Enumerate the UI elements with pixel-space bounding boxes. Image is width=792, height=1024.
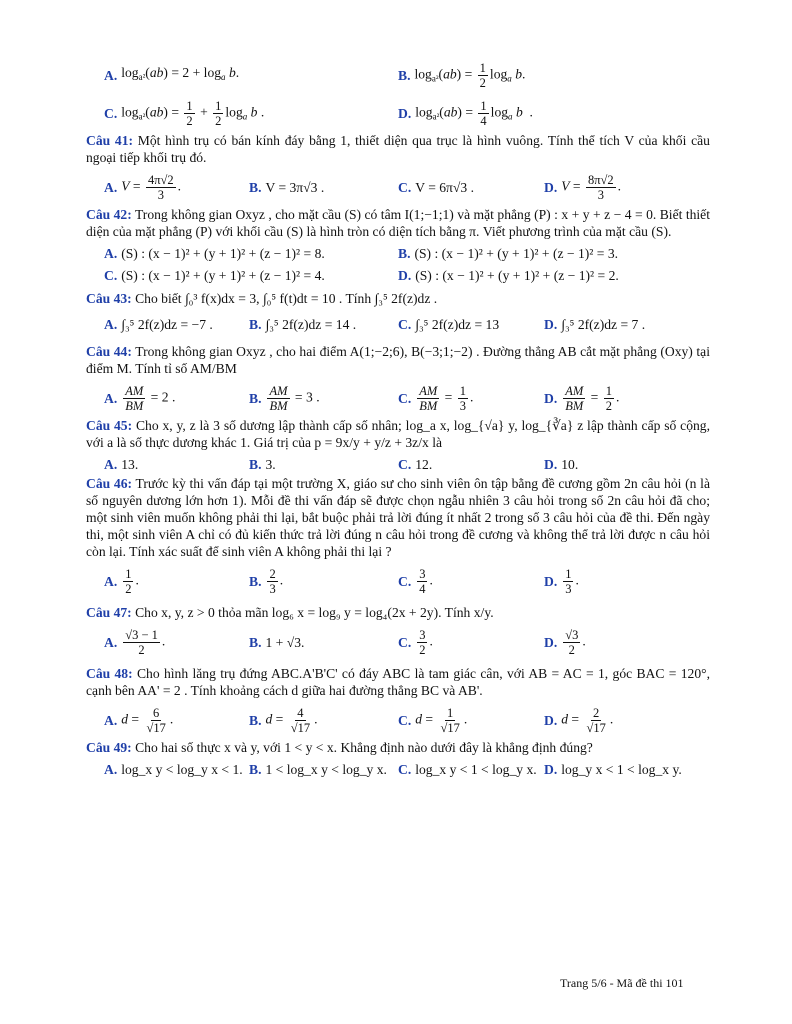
- q48-option-c: C. d = $\frac{1}{√17}$ .: [398, 705, 468, 735]
- q47-option-a: A. $\frac{√3 - 1}{2}$ .: [104, 627, 166, 657]
- option-letter: B.: [249, 456, 262, 472]
- q45-stem: [86, 417, 710, 451]
- q49-text: Cho hai số thực x và y, với 1 < y < x. Khẳng định nào dưới đây là khẳng định đúng?: [135, 740, 593, 755]
- q45-option-c: [398, 453, 432, 475]
- q46-label: Câu 46:: [86, 476, 133, 491]
- option-letter: D.: [544, 179, 558, 195]
- option-letter: B.: [249, 573, 262, 589]
- q40-options-row-2: [86, 94, 710, 132]
- option-letter: B.: [249, 316, 262, 332]
- q41-option-a: A. V = $\frac{4\pi√2}{3}$ .: [104, 172, 182, 202]
- option-letter: A.: [104, 67, 118, 83]
- q47-options: [86, 623, 710, 661]
- q49-stem: [86, 739, 710, 756]
- q47-stem: [86, 604, 710, 621]
- q45-option-d-text: 10.: [561, 456, 579, 472]
- option-letter: C.: [398, 573, 412, 589]
- q43-option-b-text: ∫₃⁵ 2f(z)dz = 14 .: [265, 316, 357, 332]
- q42-option-b: [398, 242, 618, 264]
- q45-option-b: [249, 453, 276, 475]
- option-letter: A.: [104, 634, 118, 650]
- q41-option-b-text: V = 3π√3 .: [265, 179, 325, 195]
- option-letter: D.: [544, 456, 558, 472]
- q49-option-b: [249, 758, 387, 780]
- q44-option-a: A. $\frac{AM}{BM}$ = 2 .: [104, 383, 176, 413]
- q45-option-d: [544, 453, 578, 475]
- q41-text: Một hình trụ có bán kính đáy bằng 1, thiết diện qua trục là hình vuông. Tính thể tích V của khối cầu ngoại tiếp khối trụ đó.: [86, 133, 710, 165]
- option-letter: A.: [104, 456, 118, 472]
- option-letter: A.: [104, 712, 118, 728]
- q43-stem: [86, 290, 710, 307]
- q49-option-a: [104, 758, 243, 780]
- q42-options-row-2: [86, 264, 710, 286]
- q48-option-d: D. d = $\frac{2}{√17}$ .: [544, 705, 614, 735]
- option-letter: B.: [249, 390, 262, 406]
- q48-label: Câu 48:: [86, 666, 133, 681]
- q45-option-c-text: 12.: [415, 456, 433, 472]
- option-letter: C.: [104, 105, 118, 121]
- q49-option-a-text: log_x y < log_y x < 1.: [121, 761, 243, 777]
- q43-option-a-text: ∫₃⁵ 2f(z)dz = −7 .: [121, 316, 213, 332]
- q40-option-a: A. $\log_{a^2}(ab) = 2 + \log_a b$.: [104, 65, 240, 83]
- option-letter: D.: [544, 634, 558, 650]
- option-letter: D.: [544, 390, 558, 406]
- option-letter: B.: [249, 761, 262, 777]
- q45-label: Câu 45:: [86, 418, 133, 433]
- option-letter: B.: [249, 179, 262, 195]
- q45-option-a-text: 13.: [121, 456, 139, 472]
- q46-option-b: B. $\frac{2}{3}$ .: [249, 566, 284, 596]
- option-letter: B.: [249, 712, 262, 728]
- q44-option-d: D. $\frac{AM}{BM}$ = $\frac{1}{2}$ .: [544, 383, 620, 413]
- q48-stem: [86, 665, 710, 699]
- q42-label: Câu 42:: [86, 207, 132, 222]
- q42-option-a-text: (S) : (x − 1)² + (y + 1)² + (z − 1)² = 8.: [121, 245, 325, 261]
- option-letter: C.: [398, 316, 412, 332]
- q44-option-b: B. $\frac{AM}{BM}$ = 3 .: [249, 383, 320, 413]
- option-letter: C.: [398, 634, 412, 650]
- option-letter: A.: [104, 573, 118, 589]
- q41-option-d: D. V = $\frac{8\pi√2}{3}$ .: [544, 172, 622, 202]
- q46-text: Trước kỳ thi vấn đáp tại một trường X, giáo sư cho sinh viên ôn tập bằng đề cương gồm 2n câu hỏi (n là số nguyên dương lớn hơn 1). Mỗi đề thi vấn đáp sẽ được chọn ngẫu nhiên 3 câu hỏi trong số 2n câu hỏi đã cho; một sinh viên muốn không phải thi lại, bắt buộc phải trả lời đúng ít nhất 2 trong số 3 câu hỏi của đề thi. Đến ngày thi, một sinh viên A chỉ có đủ kiến thức trả lời đúng n câu hỏi trong đề cương và không thể trả lời được n câu hỏi còn lại. Tính xác suất để sinh viên A không phải thi lại ?: [86, 476, 710, 559]
- exam-page: [86, 56, 710, 780]
- q42-text: Trong không gian Oxyz , cho mặt cầu (S) có tâm I(1;−1;1) và mặt phẳng (P) : x + y + z − 4 = 0. Biết thiết diện của mặt phẳng (P) với khối cầu (S) là hình tròn có diện tích bằng π. Viết phương trình của mặt cầu (S).: [86, 207, 710, 239]
- q48-option-a: A. d = $\frac{6}{√17}$ .: [104, 705, 174, 735]
- q44-stem: [86, 343, 710, 377]
- option-letter: A.: [104, 316, 118, 332]
- q45-text: Cho x, y, z là 3 số dương lập thành cấp số nhân; log_a x, log_{√a} y, log_{∛a} z lập thành cấp số cộng, với a là số thực dương khác 1. Giá trị của p = 9x/y + y/z + 3z/x là: [86, 418, 710, 450]
- q43-option-c: [398, 309, 499, 339]
- q42-option-d: [398, 264, 619, 286]
- q48-option-b: B. d = $\frac{4}{√17}$ .: [249, 705, 318, 735]
- q42-option-d-text: (S) : (x − 1)² + (y + 1)² + (z − 1)² = 2.: [415, 267, 619, 283]
- q47-option-d: D. $\frac{√3}{2}$ .: [544, 627, 586, 657]
- option-letter: D.: [398, 105, 412, 121]
- q47-label: Câu 47:: [86, 605, 132, 620]
- q46-option-c: C. $\frac{3}{4}$ .: [398, 566, 433, 596]
- q47-option-b: [249, 623, 304, 661]
- q43-options: [86, 309, 710, 339]
- option-letter: A.: [104, 245, 118, 261]
- q42-option-b-text: (S) : (x − 1)² + (y + 1)² + (z − 1)² = 3.: [414, 245, 619, 261]
- q45-options: [86, 453, 710, 475]
- option-letter: A.: [104, 761, 118, 777]
- q43-option-d: [544, 309, 645, 339]
- q42-option-c: [104, 264, 325, 286]
- q43-label: Câu 43:: [86, 291, 132, 306]
- q49-label: Câu 49:: [86, 740, 132, 755]
- option-letter: C.: [398, 179, 412, 195]
- q45-option-b-text: 3.: [265, 456, 276, 472]
- q49-options: [86, 758, 710, 780]
- q49-option-c-text: log_x y < 1 < log_y x.: [415, 761, 537, 777]
- q43-option-a: [104, 309, 213, 339]
- q47-text: Cho x, y, z > 0 thỏa mãn log₆ x = log₉ y = log₄(2x + 2y). Tính x/y.: [135, 605, 494, 620]
- q47-option-c: C. $\frac{3}{2}$ .: [398, 627, 433, 657]
- q48-text: Cho hình lăng trụ đứng ABC.A'B'C' có đáy ABC là tam giác cân, với AB = AC = 1, góc BAC = 120°, cạnh bên AA' = 2 . Tính khoảng cách d giữa hai đường thẳng BC và AB'.: [86, 666, 710, 698]
- q41-option-b: [249, 168, 324, 206]
- option-letter: D.: [544, 573, 558, 589]
- q40-option-c: C. $\log_{a^2}(ab)$ = $\frac{1}{2}$ + $\frac{1}{2}$ $\log_a b$ .: [104, 98, 265, 128]
- q47-option-b-text: 1 + √3.: [265, 634, 305, 650]
- q49-option-c: [398, 758, 537, 780]
- q43-text: Cho biết ∫₀³ f(x)dx = 3, ∫₀⁵ f(t)dt = 10 . Tính ∫₃⁵ 2f(z)dz .: [135, 291, 438, 306]
- q48-options: [86, 701, 710, 739]
- q44-label: Câu 44:: [86, 344, 132, 359]
- page-footer: Trang 5/6 - Mã đề thi 101: [560, 976, 684, 990]
- option-letter: C.: [398, 456, 412, 472]
- option-letter: D.: [544, 712, 558, 728]
- q43-option-b: [249, 309, 356, 339]
- q46-option-d: D. $\frac{1}{3}$ .: [544, 566, 579, 596]
- q44-text: Trong không gian Oxyz , cho hai điểm A(1;−2;6), B(−3;1;−2) . Đường thẳng AB cắt mặt phẳng (Oxy) tại điểm M. Tính tỉ số AM/BM: [86, 344, 710, 376]
- q42-stem: [86, 206, 710, 240]
- q41-option-c-text: V = 6π√3 .: [415, 179, 474, 195]
- q44-option-c: C. $\frac{AM}{BM}$ = $\frac{1}{3}$ .: [398, 383, 474, 413]
- q46-options: [86, 562, 710, 600]
- q49-option-d-text: log_y x < 1 < log_x y.: [561, 761, 682, 777]
- q44-options: [86, 379, 710, 417]
- q41-label: Câu 41:: [86, 133, 134, 148]
- q42-options-row-1: [86, 242, 710, 264]
- q40-options-row-1: [86, 56, 710, 94]
- option-letter: D.: [398, 267, 412, 283]
- option-letter: C.: [398, 761, 412, 777]
- q41-options: [86, 168, 710, 206]
- q49-option-d: [544, 758, 682, 780]
- option-letter: A.: [104, 390, 118, 406]
- q42-option-a: [104, 242, 325, 264]
- q40-option-d: D. $\log_{a^2}(ab)$ = $\frac{1}{4}$ $\log_a b$ .: [398, 98, 533, 128]
- option-letter: D.: [544, 316, 558, 332]
- option-letter: A.: [104, 179, 118, 195]
- q43-option-c-text: ∫₃⁵ 2f(z)dz = 13: [415, 316, 500, 332]
- q49-option-b-text: 1 < log_x y < log_y x.: [265, 761, 387, 777]
- q43-option-d-text: ∫₃⁵ 2f(z)dz = 7 .: [561, 316, 646, 332]
- option-letter: C.: [398, 712, 412, 728]
- q42-option-c-text: (S) : (x − 1)² + (y + 1)² + (z − 1)² = 4.: [121, 267, 325, 283]
- q41-stem: [86, 132, 710, 166]
- q46-option-a: A. $\frac{1}{2}$ .: [104, 566, 139, 596]
- option-letter: B.: [398, 245, 411, 261]
- option-letter: C.: [104, 267, 118, 283]
- q46-stem: [86, 475, 710, 560]
- option-letter: D.: [544, 761, 558, 777]
- option-letter: B.: [398, 67, 411, 83]
- option-letter: C.: [398, 390, 412, 406]
- q41-option-c: [398, 168, 474, 206]
- option-letter: B.: [249, 634, 262, 650]
- q45-option-a: [104, 453, 138, 475]
- q40-option-b: B. $\log_{a^2}(ab)$ = $\frac{1}{2}$ $\log_a b$.: [398, 60, 526, 90]
